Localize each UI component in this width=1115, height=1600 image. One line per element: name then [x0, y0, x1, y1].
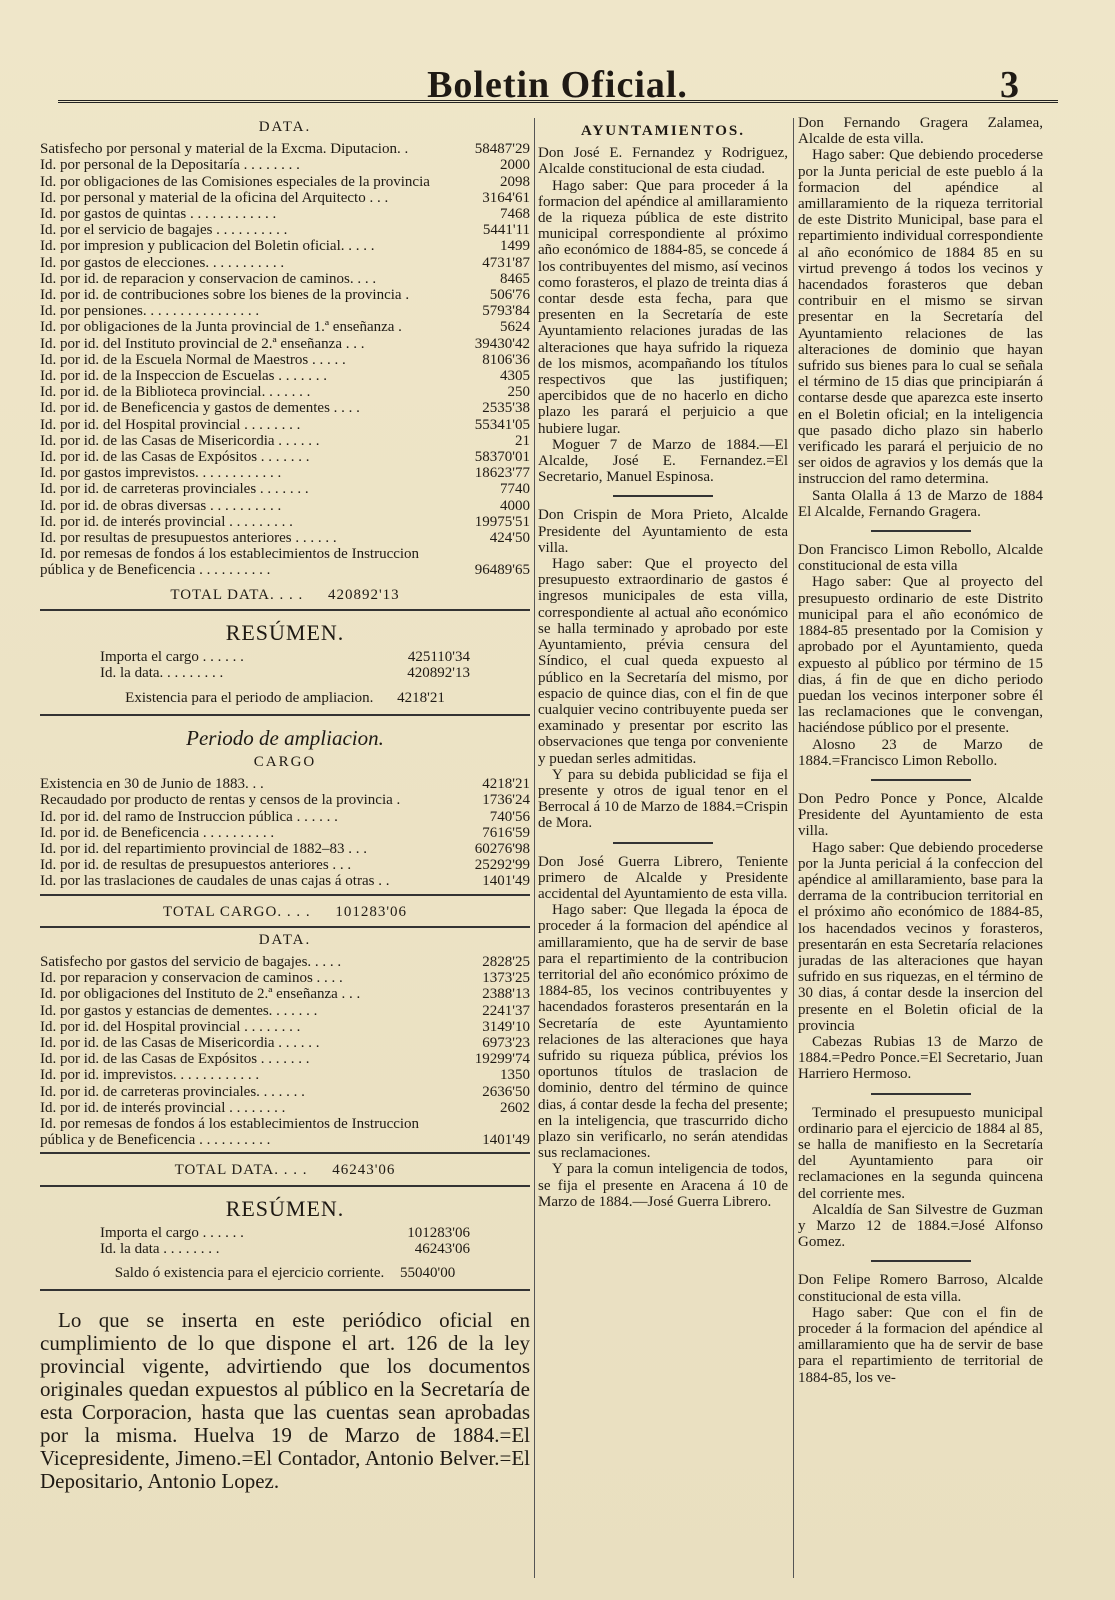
- ledger-amount: 2636'50: [482, 1083, 530, 1100]
- ledger-label: Id. por id. de interés provincial . . . . . . . . .: [40, 513, 293, 530]
- section-rule: [40, 1185, 530, 1187]
- ledger-row: [40, 352, 530, 368]
- ledger-row: [40, 562, 530, 578]
- resumen-amount: 101283'06: [407, 1224, 470, 1241]
- cargo-ledger: [40, 776, 530, 889]
- ledger-row: [40, 841, 530, 857]
- notice-signature: Cabezas Rubias 13 de Marzo de 1884.=Pedro Ponce.=El Secretario, Juan Harriero Hermoso.: [798, 1033, 1043, 1083]
- ledger-label: Id. por el servicio de bagajes . . . . . . . . . .: [40, 222, 288, 239]
- ledger-amount: 25292'99: [474, 857, 530, 874]
- ledger-row: [40, 384, 530, 400]
- existencia-line: [40, 690, 530, 706]
- notice-body: Terminado el presupuesto municipal ordinario para el ejercicio de 1884 al 85, se halla de manifiesto en la Secretaría del Ayuntamiento para oir reclamaciones en la segunda quincena del corriente mes.: [798, 1104, 1043, 1202]
- accounts-column: [40, 115, 530, 1565]
- ledger-row: [40, 190, 530, 206]
- ledger-label: Id. por id. de contribuciones sobre los bienes de la provincia .: [40, 287, 410, 304]
- ledger-label: pública y de Beneficencia . . . . . . . . . .: [40, 1132, 271, 1149]
- ledger-amount: 740'56: [489, 808, 530, 825]
- ledger-row: [40, 222, 530, 238]
- ledger-row: [40, 141, 530, 157]
- notice-head: Don Pedro Ponce y Ponce, Alcalde Presidente del Ayuntamiento de esta villa.: [798, 790, 1043, 840]
- notices-list: [798, 115, 1043, 1386]
- ledger-label: Id. por gastos imprevistos. . . . . . . . . . . .: [40, 465, 282, 482]
- ledger-label: Id. por id. de interés provincial . . . . . . . .: [40, 1099, 286, 1116]
- ledger-amount: 1401'49: [482, 873, 530, 890]
- ledger-label: Id. por remesas de fondos á los establecimientos de Instruccion: [40, 1115, 420, 1132]
- ledger-label: Id. por gastos y estancias de dementes. . . . . . .: [40, 1002, 318, 1019]
- ledger-label: Id. por id. del Hospital provincial . . . . . . . .: [40, 416, 301, 433]
- ledger-row: [40, 238, 530, 254]
- total-data-amount: 420892'13: [327, 586, 400, 603]
- ledger-row: [40, 206, 530, 222]
- notice-head: Don José E. Fernandez y Rodriguez, Alcalde constitucional de esta ciudad.: [538, 145, 788, 178]
- ledger-row: [40, 873, 530, 889]
- ayuntamientos-heading: AYUNTAMIENTOS.: [580, 123, 745, 139]
- ledger-row: [40, 514, 530, 530]
- resumen2-heading: RESÚMEN.: [225, 1195, 345, 1221]
- ledger-row: [40, 1084, 530, 1100]
- notice-head: Don Francisco Limon Rebollo, Alcalde constitucional de esta villa: [798, 542, 1043, 575]
- notice-divider: [871, 530, 971, 532]
- ledger-row: [40, 1003, 530, 1019]
- section-rule: [40, 1152, 530, 1154]
- ledger-row: [40, 303, 530, 319]
- ledger-row: [40, 400, 530, 416]
- ledger-row: [40, 792, 530, 808]
- notice-head: Don Crispin de Mora Prieto, Alcalde Presidente del Ayuntamiento de esta villa.: [538, 507, 788, 556]
- ledger-row: [40, 825, 530, 841]
- total-data2: [40, 1162, 530, 1178]
- total-data2-label: TOTAL DATA. . . .: [174, 1162, 308, 1179]
- total-cargo-amount: 101283'06: [335, 903, 408, 920]
- ledger-label: Id. por obligaciones de la Junta provincial de 1.ª enseñanza .: [40, 319, 402, 336]
- ledger-label: Id. por id. de carreteras provinciales. . . . . . .: [40, 1083, 305, 1100]
- ledger-label: Id. por id. de las Casas de Misericordia . . . . . .: [40, 432, 320, 449]
- ledger-amount: 1373'25: [482, 970, 530, 987]
- masthead: [0, 55, 1115, 110]
- ledger-row: [40, 970, 530, 986]
- ledger-label: Id. por pensiones. . . . . . . . . . . . . . . .: [40, 303, 260, 320]
- notices-list: [538, 145, 788, 1210]
- ledger-amount: 2828'25: [482, 953, 530, 970]
- ledger-row: [40, 174, 530, 190]
- ledger-amount: 4731'87: [482, 254, 530, 271]
- section-rule: [40, 714, 530, 716]
- ledger-amount: 19975'51: [474, 513, 530, 530]
- notice-head: Don José Guerra Librero, Teniente primero de Alcalde y Presidente accidental del Ayuntamiento de esta villa.: [538, 853, 788, 902]
- section-rule: [40, 926, 530, 928]
- section-rule: [40, 894, 530, 896]
- ledger-amount: 21: [515, 432, 530, 449]
- ledger-row: [40, 1035, 530, 1051]
- right-notices-column: [798, 115, 1043, 1585]
- resumen-label: Id. la data. . . . . . . . .: [100, 665, 224, 682]
- ledger-label: Id. por resultas de presupuestos anteriores . . . . . .: [40, 530, 337, 547]
- notice-head: Don Fernando Gragera Zalamea, Alcalde de esta villa.: [798, 115, 1043, 148]
- resumen-amount: 46243'06: [414, 1240, 470, 1257]
- section-rule: [40, 1289, 530, 1291]
- notice-body: Hago saber: Que con el fin de proceder á la formacion del apéndice al amillaramiento que ha de servir de base para el repartimiento de territorial de 1884-85, los ve-: [798, 1304, 1043, 1386]
- ledger-row: [40, 1019, 530, 1035]
- data-heading: DATA.: [258, 119, 312, 135]
- resumen-amount: 425110'34: [407, 649, 470, 666]
- notice-signature: Y para su debida publicidad se fija el presente y otros de igual tenor en el Berrocal á 10 de Marzo de 1884.=Crispin de Mora.: [538, 766, 788, 832]
- newspaper-title: Boletin Oficial.: [427, 64, 688, 106]
- data2-heading: DATA.: [258, 931, 312, 948]
- ledger-amount: 2535'38: [482, 400, 530, 417]
- ledger-label: Id. por id. de la Inspeccion de Escuelas . . . . . . .: [40, 368, 327, 385]
- total-cargo: [40, 904, 530, 920]
- ledger-amount: 7468: [500, 206, 530, 223]
- ledger-row: [40, 1100, 530, 1116]
- ledger-label: Id. por reparacion y conservacion de caminos . . . .: [40, 970, 343, 987]
- ledger-row: [40, 1051, 530, 1067]
- ledger-label: Id. por personal de la Depositaría . . . . . . . .: [40, 157, 300, 174]
- resumen-row: [40, 1241, 530, 1257]
- ledger-amount: 506'76: [489, 287, 530, 304]
- ledger-amount: 3149'10: [482, 1018, 530, 1035]
- ledger-row: [40, 546, 530, 562]
- ledger-amount: 2241'37: [482, 1002, 530, 1019]
- ledger-amount: [452, 546, 530, 562]
- ledger-label: Id. por gastos de quintas . . . . . . . . . . . .: [40, 206, 277, 223]
- municipal-notice: [798, 542, 1043, 769]
- ledger-amount: 424'50: [489, 530, 530, 547]
- resumen2-block: [40, 1225, 530, 1257]
- ledger-label: Id. por gastos de elecciones. . . . . . . . . . .: [40, 254, 285, 271]
- notice-head: Don Felipe Romero Barroso, Alcalde constitucional de esta villa.: [798, 1272, 1043, 1305]
- resumen-amount: 420892'13: [407, 665, 470, 682]
- ledger-label: Id. por id. del Instituto provincial de 2.ª enseñanza . . .: [40, 335, 365, 352]
- ledger-amount: 1350: [500, 1067, 530, 1084]
- ledger-label: Id. por id. de la Escuela Normal de Maestros . . . . .: [40, 351, 346, 368]
- ledger-row: [40, 530, 530, 546]
- section-rule: [40, 609, 530, 611]
- ledger-row: [40, 1116, 530, 1132]
- ledger-label: Id. por remesas de fondos á los establecimientos de Instruccion: [40, 546, 420, 563]
- ledger-amount: 1736'24: [482, 792, 530, 809]
- ledger-row: [40, 417, 530, 433]
- existencia-amount: 4218'21: [397, 689, 445, 706]
- notice-signature: Y para la comun inteligencia de todos, se fija el presente en Aracena á 10 de Marzo de 1884.—José Guerra Librero.: [538, 1161, 788, 1210]
- municipal-notice: [538, 854, 788, 1210]
- ledger-row: [40, 157, 530, 173]
- ledger-row: [40, 255, 530, 271]
- ledger-amount: 4305: [500, 368, 530, 385]
- ledger-label: Id. por id. del Hospital provincial . . . . . . . .: [40, 1018, 301, 1035]
- ledger-amount: 1401'49: [482, 1132, 530, 1149]
- ledger-row: [40, 954, 530, 970]
- notice-body: Hago saber: Que para proceder á la formacion del apéndice al amillaramiento de la riqueza pública de este distrito municipal correspondiente al próximo año económico de 1884-85, se concede á los contribuyentes del mismo, así vecinos como forasteros, el plazo de treinta dias á contar desde esta fecha, para que presenten en la Secretaría de este Ayuntamiento relaciones juradas de las alteraciones que haya sufrido la riqueza de los mismos, acompañando los títulos respectivos que las justifiquen; apercibidos que de no hacerlo en dicho plazo les parará el perjuicio a que hubiere lugar.: [538, 177, 788, 437]
- ledger-amount: 58487'29: [474, 141, 530, 158]
- notice-body: Hago saber: Que debiendo procederse por la Junta pericial á la confeccion del apéndice al amillaramiento, base para la derrama de la contribucion territorial en el próximo año económico de 1884-85, los hacendados vecinos y forasteros, presentarán en esta Secretaría relaciones juradas de las alteraciones que hayan sufrido en sus riquezas, en el término de 30 dias, á contar desde la insercion del presente en el Boletin oficial de la provincia: [798, 839, 1043, 1034]
- ledger-amount: 1499: [500, 238, 530, 255]
- resumen-row: [40, 665, 530, 681]
- notice-body: Hago saber: Que debiendo procederse por la Junta pericial de este pueblo á la formacion del apéndice al amillaramiento de la riqueza territorial de este Distrito Municipal, base para el repartimiento individual correspondiente al año económico de 1884 85 en su virtud prevengo á todos los vecinos y hacendados forasteros que deban contribuir en el mismo se sirvan presentar en la Secretaría del Ayuntamiento relaciones de las alteraciones de dominio que hayan sufrido sus bienes para lo cual se señala el término de 15 dias que principiarán á contarse desde que aparezca este inserto en el Boletin oficial; en la inteligencia que pasado dicho plazo sin haberlo verificado les parará el perjuicio de no ser oidos de agravios y los demás que la instruccion del ramo determina.: [798, 147, 1043, 488]
- ledger-amount: 39430'42: [474, 335, 530, 352]
- resumen-heading: RESÚMEN.: [225, 619, 345, 645]
- ledger-label: Id. por id. de carreteras provinciales . . . . . . .: [40, 481, 309, 498]
- notice-divider: [871, 779, 971, 781]
- ledger-row: [40, 319, 530, 335]
- data2-ledger: [40, 954, 530, 1148]
- ledger-amount: 5793'84: [482, 303, 530, 320]
- municipal-notice: [798, 791, 1043, 1083]
- ledger-amount: 19299'74: [474, 1051, 530, 1068]
- ledger-label: Id. por impresion y publicacion del Boletin oficial. . . . .: [40, 238, 375, 255]
- page-number: 3: [1000, 64, 1019, 106]
- cargo-heading: CARGO: [253, 753, 317, 770]
- ledger-row: [40, 465, 530, 481]
- municipal-notice: [798, 1105, 1043, 1251]
- notice-body: Hago saber: Que al proyecto del presupuesto ordinario de este Distrito municipal para el año económico de 1884-85 presentado por la Comision y aprobado por el Ayuntamiento, queda expuesto al público por término de 15 dias, á fin de que en dicho periodo puedan los vecinos interponer sobre él las reclamaciones que le convengan, haciéndose público por el presente.: [798, 574, 1043, 737]
- ledger-row: [40, 1132, 530, 1148]
- ledger-label: Existencia en 30 de Junio de 1883. . .: [40, 776, 264, 793]
- ledger-row: [40, 271, 530, 287]
- ledger-row: [40, 809, 530, 825]
- ledger-row: [40, 287, 530, 303]
- ledger-row: [40, 481, 530, 497]
- data-ledger: [40, 141, 530, 578]
- ledger-label: Id. por id. de las Casas de Expósitos . . . . . . .: [40, 449, 310, 466]
- ledger-amount: 18623'77: [474, 465, 530, 482]
- masthead-rule: [58, 100, 1058, 103]
- ledger-label: Id. por id. de obras diversas . . . . . . . . . .: [40, 497, 282, 514]
- ledger-label: Satisfecho por gastos del servicio de bagajes. . . . .: [40, 953, 342, 970]
- closing-paragraph: Lo que se inserta en este periódico oficial en cumplimiento de lo que dispone el art. 126 de la ley provincial vigente, advirtiendo que los documentos originales quedan expuestos al público en la Secretaría de esta Corporacion, hasta que las cuentas sean aprobadas por la misma. Huelva 19 de Marzo de 1884.=El Vicepresidente, Jimeno.=El Contador, Antonio Belver.=El Depositario, Antonio Lopez.: [40, 1308, 530, 1494]
- saldo-line: [40, 1265, 530, 1281]
- resumen-label: Importa el cargo . . . . . .: [100, 649, 244, 666]
- ledger-label: Recaudado por producto de rentas y censos de la provincia .: [40, 792, 401, 809]
- ledger-label: Id. por personal y material de la oficina del Arquitecto . . .: [40, 189, 389, 206]
- notice-signature: Santa Olalla á 13 de Marzo de 1884 El Alcalde, Fernando Gragera.: [798, 487, 1043, 520]
- ledger-amount: 55341'05: [474, 416, 530, 433]
- ledger-amount: 3164'61: [482, 189, 530, 206]
- resumen-label: Importa el cargo . . . . . .: [100, 1224, 244, 1241]
- notice-divider: [613, 495, 713, 497]
- total-data: [40, 587, 530, 603]
- column-divider-left: [534, 118, 535, 1578]
- saldo-label: Saldo ó existencia para el ejercicio corriente.: [114, 1265, 385, 1282]
- ledger-label: Id. por id. del ramo de Instruccion pública . . . . . .: [40, 808, 338, 825]
- notice-divider: [871, 1093, 971, 1095]
- ledger-row: [40, 776, 530, 792]
- ledger-label: Id. por id. del repartimiento provincial de 1882–83 . . .: [40, 840, 368, 857]
- ledger-amount: 7740: [500, 481, 530, 498]
- ledger-label: Satisfecho por personal y material de la Excma. Diputacion. .: [40, 141, 409, 158]
- ampliacion-heading: Periodo de ampliacion.: [186, 725, 384, 750]
- ledger-amount: 8465: [500, 270, 530, 287]
- municipal-notice: [538, 145, 788, 485]
- ledger-label: Id. por id. de reparacion y conservacion de caminos. . . .: [40, 270, 377, 287]
- ledger-label: Id. por id. de resultas de presupuestos anteriores . . .: [40, 857, 352, 874]
- ledger-amount: 2388'13: [482, 986, 530, 1003]
- ledger-amount: 58370'01: [474, 449, 530, 466]
- ledger-label: Id. por id. de las Casas de Misericordia . . . . . .: [40, 1034, 320, 1051]
- municipal-notice: [798, 1272, 1043, 1385]
- notice-signature: Moguer 7 de Marzo de 1884.—El Alcalde, José E. Fernandez.=El Secretario, Manuel Espinosa.: [538, 436, 788, 486]
- total-data2-amount: 46243'06: [332, 1162, 396, 1179]
- ledger-row: [40, 857, 530, 873]
- ledger-row: [40, 498, 530, 514]
- notice-signature: Alosno 23 de Marzo de 1884.=Francisco Limon Rebollo.: [798, 736, 1043, 769]
- resumen-block: [40, 649, 530, 681]
- ledger-label: Id. por las traslaciones de caudales de unas cajas á otras . .: [40, 873, 390, 890]
- municipal-notice: [538, 507, 788, 831]
- ledger-amount: 8106'36: [482, 351, 530, 368]
- ledger-row: [40, 336, 530, 352]
- ledger-label: Id. por id. de Beneficencia . . . . . . . . . .: [40, 824, 275, 841]
- notice-signature: Alcaldía de San Silvestre de Guzman y Marzo 12 de 1884.=José Alfonso Gomez.: [798, 1201, 1043, 1251]
- ledger-amount: 2000: [500, 157, 530, 174]
- ledger-label: Id. por id. de Beneficencia y gastos de dementes . . . .: [40, 400, 360, 417]
- ledger-label: Id. por obligaciones del Instituto de 2.ª enseñanza . . .: [40, 986, 361, 1003]
- ledger-amount: 6973'23: [482, 1034, 530, 1051]
- notice-divider: [613, 842, 713, 844]
- ledger-row: [40, 433, 530, 449]
- ledger-label: Id. por id. de las Casas de Expósitos . . . . . . .: [40, 1051, 310, 1068]
- ledger-row: [40, 1067, 530, 1083]
- ledger-amount: 96489'65: [474, 562, 530, 579]
- ledger-amount: 4218'21: [482, 776, 530, 793]
- ledger-label: Id. por id. de la Biblioteca provincial. . . . . . .: [40, 384, 311, 401]
- notice-divider: [871, 1260, 971, 1262]
- ledger-row: [40, 368, 530, 384]
- ledger-amount: 250: [507, 384, 530, 401]
- ledger-row: [40, 986, 530, 1002]
- ledger-row: [40, 449, 530, 465]
- resumen-label: Id. la data . . . . . . . .: [100, 1240, 220, 1257]
- notice-body: Hago saber: Que el proyecto del presupuesto extraordinario de gastos é ingresos municipales de esta villa, correspondiente al actual año económico se halla terminado y aprobado por este Ayuntamiento, prévia censura del Síndico, el cual queda expuesto al público en la Secretaría del mismo, por espacio de quince dias, con el fin de que cualquier vecino contribuyente pueda ser examinado y presentar por escrito las observaciones que tenga por conveniente y puedan serles admitidas.: [538, 556, 788, 767]
- existencia-label: Existencia para el periodo de ampliacion.: [125, 689, 374, 706]
- ayuntamientos-column: [538, 115, 788, 1585]
- column-divider-right: [793, 118, 794, 1578]
- ledger-amount: 2098: [500, 173, 530, 190]
- total-cargo-label: TOTAL CARGO. . . .: [162, 903, 311, 920]
- ledger-amount: 60276'98: [474, 840, 530, 857]
- ledger-amount: 2602: [500, 1099, 530, 1116]
- ledger-amount: 5624: [500, 319, 530, 336]
- total-data-label: TOTAL DATA. . . .: [170, 586, 304, 603]
- ledger-amount: [452, 1116, 530, 1132]
- ledger-label: pública y de Beneficencia . . . . . . . . . .: [40, 562, 271, 579]
- ledger-amount: 5441'11: [482, 222, 530, 239]
- ledger-label: Id. por id. imprevistos. . . . . . . . . . . .: [40, 1067, 260, 1084]
- ledger-label: Id. por obligaciones de las Comisiones especiales de la provincia: [40, 173, 430, 190]
- resumen-row: [40, 1225, 530, 1241]
- ledger-amount: 4000: [500, 497, 530, 514]
- saldo-amount: 55040'00: [400, 1265, 456, 1282]
- resumen-row: [40, 649, 530, 665]
- ledger-amount: 7616'59: [482, 824, 530, 841]
- notice-body: Hago saber: Que llegada la época de proceder á la formacion del apéndice al amillaramiento, que ha de servir de base para el repartimiento de la contribucion territorial del año económico próximo de 1884-85, los vecinos contribuyentes y hacendados forasteros presentarán en la Secretaría de este Ayuntamiento relaciones de las alteraciones que haya sufrido su riqueza pública, prévios los oportunos títulos de traslacion de dominio, dentro del término de quince dias, á contar desde la fecha del presente; en la inteligencia, que trascurrido dicho plazo sin verificarlo, no serán atendidas sus reclamaciones.: [538, 902, 788, 1162]
- municipal-notice: [798, 115, 1043, 520]
